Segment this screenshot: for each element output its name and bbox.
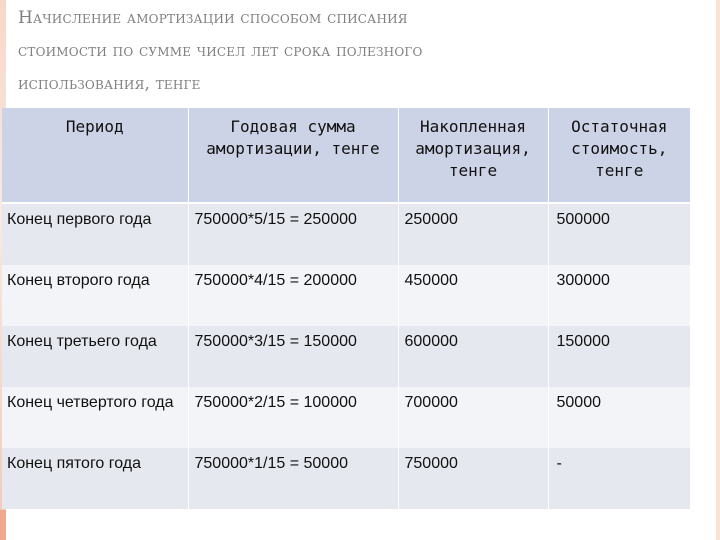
cell-residual: 50000	[548, 387, 690, 448]
cell-annual-amount: 750000*5/15 = 250000	[188, 203, 398, 265]
cell-residual: 150000	[548, 326, 690, 387]
header-accumulated: Накопленная амортизация, тенге	[398, 108, 548, 203]
cell-annual-amount: 750000*4/15 = 200000	[188, 265, 398, 326]
slide-title-line-1: Начисление амортизации способом списания	[18, 8, 408, 28]
table-row	[2, 448, 690, 509]
cell-annual-amount: 750000*1/15 = 50000	[188, 448, 398, 509]
cell-accumulated: 250000	[398, 203, 548, 265]
table-row	[2, 265, 690, 326]
cell-accumulated: 700000	[398, 387, 548, 448]
cell-accumulated: 450000	[398, 265, 548, 326]
slide-title-line-3: использования, тенге	[18, 74, 201, 94]
slide-frame-right	[716, 0, 720, 540]
table-row	[2, 203, 690, 265]
cell-residual: -	[548, 448, 690, 509]
header-residual: Остаточная стоимость, тенге	[548, 108, 690, 203]
table-header-row	[2, 108, 690, 203]
cell-annual-amount: 750000*2/15 = 100000	[188, 387, 398, 448]
table-row	[2, 387, 690, 448]
cell-annual-amount: 750000*3/15 = 150000	[188, 326, 398, 387]
cell-period: Конец третьего года	[2, 326, 188, 387]
header-period: Период	[2, 108, 188, 203]
cell-period: Конец пятого года	[2, 448, 188, 509]
cell-period: Конец второго года	[2, 265, 188, 326]
header-annual-amount: Годовая сумма амортизации, тенге	[188, 108, 398, 203]
slide-title	[18, 2, 698, 101]
depreciation-table	[2, 108, 690, 509]
cell-accumulated: 600000	[398, 326, 548, 387]
cell-period: Конец четвертого года	[2, 387, 188, 448]
cell-residual: 500000	[548, 203, 690, 265]
cell-accumulated: 750000	[398, 448, 548, 509]
cell-period: Конец первого года	[2, 203, 188, 265]
table-row	[2, 326, 690, 387]
slide-title-line-2: стоимости по сумме чисел лет срока полезного	[18, 41, 423, 61]
slide-frame-accent	[0, 510, 6, 540]
cell-residual: 300000	[548, 265, 690, 326]
